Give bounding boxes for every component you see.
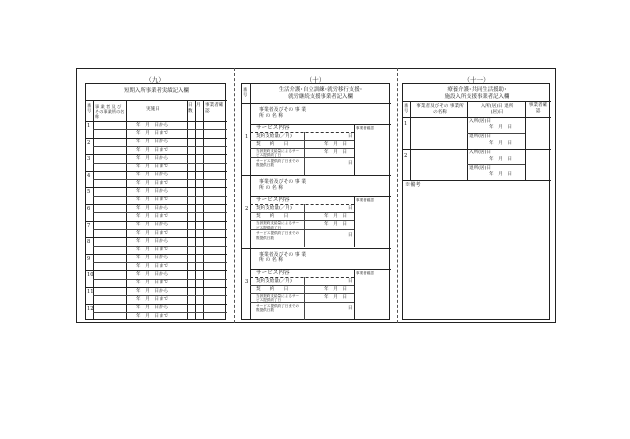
move-out-label: 退所(居)日 [469,134,491,140]
days-suffix: 日 [348,134,353,139]
contract-date: 年 月 日 [324,286,347,292]
row-number: 12 [87,305,94,312]
remaining-days-label: サービス提供終了日までの既提供日数 [256,303,300,312]
date-from: 年 月 日から [136,189,169,194]
row-number: 3 [245,278,249,285]
header-number: 番号 [87,103,92,114]
date-to: 年 月 日まで [136,296,169,302]
contract-date: 年 月 日 [324,214,347,220]
provider-name-label: 事業者及びその 事 業 所 の 名 称 [259,107,307,119]
confirm-label: 事業者確認 [356,198,374,203]
date-to: 年 月 日まで [136,313,169,319]
table-title-line1: 療養介護･共同生活援助･ [447,87,507,93]
date-to: 年 月 日まで [136,130,169,136]
table-title: 短期入所事業者実績記入欄 [124,88,189,94]
service-label: サービス内容 [256,197,290,204]
row-number: 1 [404,121,408,127]
contract-date: 年 月 日 [324,142,347,147]
service-label: サービス内容 [256,269,290,276]
date-from: 年 月 日から [136,122,169,128]
row-number: 1 [245,134,249,140]
move-in-label: 入所(居)日 [469,150,491,155]
days-suffix: 日 [348,161,353,166]
row-number: 9 [87,255,91,262]
row-number: 2 [245,206,249,213]
move-out-label: 退所(居)日 [469,165,491,171]
date-from: 年 月 日から [136,305,169,311]
date-from: 年 月 日から [136,222,169,228]
date-to: 年 月 日まで [136,147,169,153]
header-month: 月 [196,103,201,108]
table-title-line2: 施設入所支援事業者記入欄 [444,94,510,100]
header-number: 番号 [243,87,248,98]
end-date-label: 当該契約支給量によるサービス提供終了日 [256,293,300,302]
date-to: 年 月 日まで [136,213,169,219]
days-suffix: 日 [348,206,353,212]
contract-amount-label: 契約支給量(／月) [256,278,292,284]
section-11 [397,68,556,323]
end-date: 年 月 日 [324,294,347,300]
row-number: 7 [87,222,91,229]
date-from: 年 月 日から [136,272,169,277]
row-number: 10 [87,272,94,279]
row-number: 2 [404,152,408,159]
remaining-days-label: サービス提供終了日までの既提供日数 [256,159,300,168]
date-to: 年 月 日まで [136,263,169,269]
contract-amount-label: 契約支給量(／月) [256,134,292,139]
header-dates: 入所(居)日 退所(居)日 [480,104,514,115]
date-to: 年 月 日まで [136,164,169,170]
date-to: 年 月 日まで [136,280,169,286]
header-confirmation: 事業者確 認 [205,103,224,114]
provider-name-label: 事業者及びその 事 業 所 の 名 称 [259,179,307,192]
end-date-label: 当該契約支給量によるサービス提供終了日 [256,221,300,230]
record-table [241,83,390,320]
confirm-label: 事業者確認 [356,270,374,275]
move-in-label: 入所(居)日 [469,118,491,124]
date-to: 年 月 日まで [136,197,169,203]
date-from: 年 月 日から [136,172,169,178]
date-from: 年 月 日から [136,139,169,145]
date-to: 年 月 日まで [136,247,169,253]
end-date-label: 当該契約支給量によるサービス提供終了日 [256,149,300,158]
header-period: 実施日 [146,107,160,112]
section-number: （十一） [463,76,490,84]
move-out-date: 年 月 日 [489,172,512,178]
date-from: 年 月 日から [136,205,169,211]
record-table [402,83,550,320]
provider-name-label: 事業者及びその 事 業 所 の 名 称 [259,251,307,264]
header-provider-name: 事業者及びその 事業所の名称 [416,104,464,115]
header-days: 日数 [188,103,193,114]
contract-date-label: 契 約 日 [256,142,289,147]
days-suffix: 日 [348,278,353,284]
contract-date-label: 契 約 日 [256,214,289,220]
confirm-label: 事業者確認 [356,126,374,130]
move-out-date: 年 月 日 [489,140,512,146]
service-label: サービス内容 [256,125,290,131]
row-number: 4 [87,172,91,179]
date-from: 年 月 日から [136,238,169,244]
row-number: 3 [87,156,91,163]
date-from: 年 月 日から [136,155,169,161]
date-from: 年 月 日から [136,288,169,294]
contract-date-label: 契 約 日 [256,286,289,292]
date-from: 年 月 日から [136,255,169,261]
row-number: 2 [87,139,91,146]
table-title-line2: 就労継続支援事業者記入欄 [288,94,353,100]
row-number: 6 [87,206,91,212]
section-number: （九） [145,76,165,84]
table-title-line1: 生活介護･自立訓練･就労移行支援･ [278,87,363,93]
move-in-date: 年 月 日 [489,156,512,162]
section-number: （十） [305,76,326,84]
row-number: 5 [87,189,91,196]
end-date: 年 月 日 [324,222,347,228]
section-10 [234,68,397,323]
header-confirmation: 事業者確 認 [528,103,548,114]
row-number: 8 [87,239,91,246]
remaining-days-label: サービス提供終了日までの既提供日数 [256,231,300,240]
days-suffix: 日 [348,233,353,239]
notes-label: ※備考 [405,182,421,188]
section-9 [76,68,234,323]
days-suffix: 日 [348,305,353,311]
end-date: 年 月 日 [324,150,347,155]
contract-amount-label: 契約支給量(／月) [256,206,292,212]
move-in-date: 年 月 日 [489,125,512,130]
header-number: 番号 [404,103,409,114]
row-number: 1 [87,123,91,129]
row-number: 11 [87,289,94,295]
date-to: 年 月 日まで [136,230,169,236]
header-provider-name: 事 業 者 及 び その事業所の名称 [95,104,125,120]
date-to: 年 月 日まで [136,180,169,186]
record-table [85,83,226,320]
